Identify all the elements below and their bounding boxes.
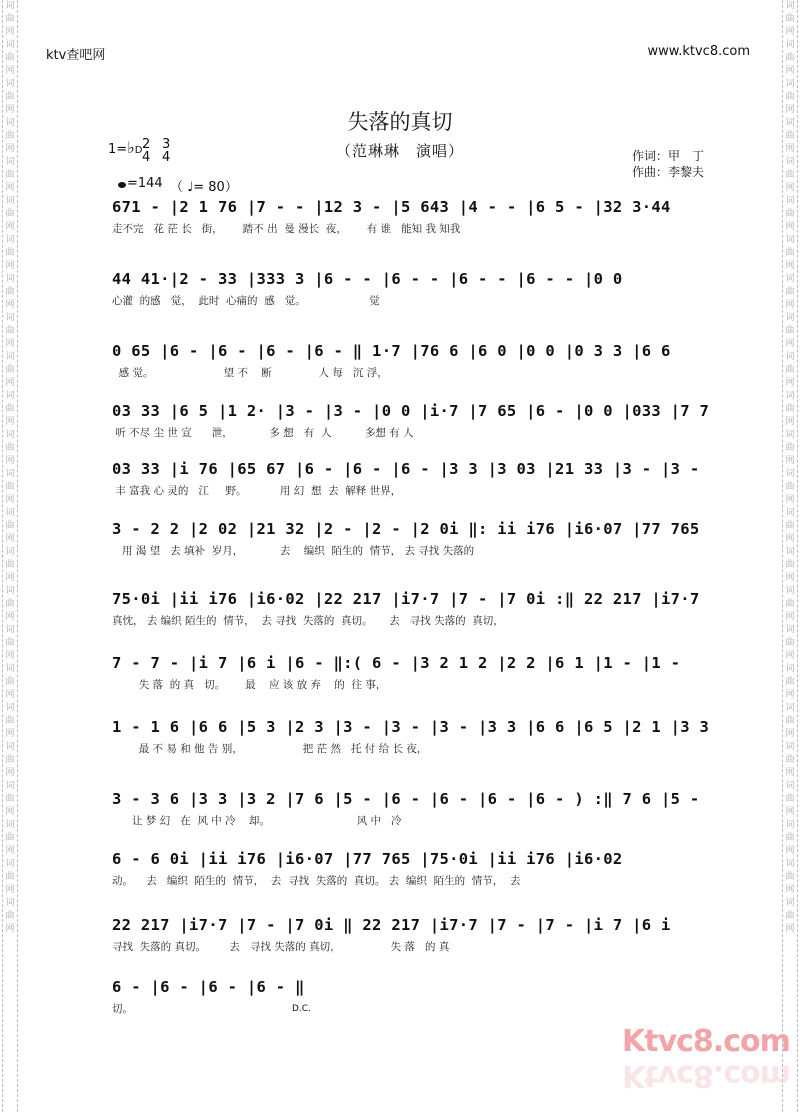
lyrics-row-9: 最 不 易 和 他 告 别， 把 茫 然 托 付 给 长 夜， bbox=[112, 743, 428, 755]
lyrics-row-2: 心灌 的感 觉， 此时 心痛的 感 觉。 觉 bbox=[112, 295, 380, 307]
notes-row-2: 44 41·|2 - 33 |333 3 |6 - - |6 - - |6 - - |6 - - |0 0 bbox=[112, 270, 623, 288]
key-label: 1= bbox=[108, 142, 128, 157]
left-watermark-strip bbox=[2, 0, 18, 1112]
time-signature-2 bbox=[162, 138, 170, 164]
time-2-den: 4 bbox=[162, 150, 171, 165]
site-url[interactable]: www.ktvc8.com bbox=[647, 44, 750, 59]
notes-row-13: 6 - |6 - |6 - |6 - ‖ bbox=[112, 978, 305, 996]
notes-row-11: 6 - 6 0i |ii i76 |i6·07 |77 765 |75·0i |ii i76 |i6·02 bbox=[112, 850, 623, 868]
notes-row-9: 1 - 1 6 |6 6 |5 3 |2 3 |3 - |3 - |3 - |3 3 |6 6 |6 5 |2 1 |3 3 bbox=[112, 718, 710, 736]
time-1-den: 4 bbox=[142, 150, 151, 165]
lyrics-row-12: 寻找 失落的 真切。 去 寻找 失落的 真切， 失 落 的 真 bbox=[112, 941, 450, 953]
time-signature-1 bbox=[142, 138, 150, 164]
quarter-note-icon bbox=[118, 182, 126, 188]
score-row-13 bbox=[112, 976, 724, 1016]
time-2-num: 3 bbox=[162, 137, 171, 152]
lyricist: 作词：甲 丁 bbox=[632, 149, 705, 163]
score-row-9 bbox=[112, 716, 724, 756]
score-row-12 bbox=[112, 914, 724, 954]
lyrics-row-13: 切。 bbox=[112, 1003, 133, 1015]
lyrics-row-3: 感 觉。 望 不 断 人 每 沉 浮， bbox=[112, 367, 388, 379]
ktvc8-logo: Ktvc8.com bbox=[622, 1024, 790, 1059]
tempo-value: =144 bbox=[127, 176, 163, 191]
lyrics-row-10: 让 梦 幻 在 风 中 冷 却。 风 中 冷 bbox=[112, 815, 402, 827]
notes-row-7: 75·0i |ii i76 |i6·02 |22 217 |i7·7 |7 - |7 0i :‖ 22 217 |i7·7 bbox=[112, 590, 700, 608]
flat-icon: ♭ bbox=[127, 138, 135, 157]
song-title: 失落的真切 bbox=[347, 110, 453, 134]
lyrics-row-11: 动。 去 编织 陌生的 情节， 去 寻找 失落的 真切。 去 编织 陌生的 情节， 去 bbox=[112, 875, 521, 887]
score-row-7 bbox=[112, 588, 724, 628]
time-1-num: 2 bbox=[142, 137, 151, 152]
right-watermark-text: 词曲网词曲网词曲网词曲网词曲网词曲网词曲网词曲网词曲网词曲网词曲网词曲网词曲网词曲网词曲网词曲网词曲网词曲网词曲网词曲网词曲网词曲网词曲网词曲网 bbox=[785, 1, 795, 934]
score-row-10 bbox=[112, 788, 724, 828]
site-name: ktv查吧网 bbox=[46, 48, 106, 63]
lyrics-row-7: 真忱， 去 编织 陌生的 情节， 去 寻找 失落的 真切。 去 寻找 失落的 真切， bbox=[112, 615, 504, 627]
credits bbox=[632, 148, 704, 180]
composer: 作曲：李黎夫 bbox=[632, 165, 705, 179]
notes-row-6: 3 - 2 2 |2 02 |21 32 |2 - |2 - |2 0i ‖: ii i76 |i6·07 |77 765 bbox=[112, 520, 700, 538]
da-capo: D.C. bbox=[292, 1004, 311, 1014]
notes-row-8: 7 - 7 - |i 7 |6 i |6 - ‖:( 6 - |3 2 1 2 |2 2 |6 1 |1 - |1 - bbox=[112, 654, 681, 672]
ktvc8-logo-reflection: Ktvc8.com bbox=[622, 1058, 790, 1093]
notes-row-5: 03 33 |i 76 |65 67 |6 - |6 - |6 - |3 3 |3 03 |21 33 |3 - |3 - bbox=[112, 460, 700, 478]
score-row-6 bbox=[112, 518, 724, 558]
lyrics-row-5: 丰 富我 心 灵的 江 野。 用 幻 想 去 解释 世界， bbox=[112, 485, 402, 497]
lyrics-row-1: 走不完 花 茫 长 街， 踏不 出 曼 漫长 夜， 有 谁 能知 我 知我 bbox=[112, 223, 461, 235]
tempo-alt: （ ♩= 80） bbox=[170, 180, 238, 195]
score-row-4 bbox=[112, 400, 724, 440]
right-watermark-strip bbox=[782, 0, 798, 1112]
score-row-3 bbox=[112, 340, 724, 380]
notes-row-3: 0 65 |6 - |6 - |6 - |6 - ‖ 1·7 |76 6 |6 0 |0 0 |0 3 3 |6 6 bbox=[112, 342, 671, 360]
lyrics-row-4: 听 不尽 尘 世 宣 泄， 多 想 有 人 多想 有 人 bbox=[112, 427, 414, 439]
lyrics-row-6: 用 渴 望 去 填补 岁月， 去 编织 陌生的 情节， 去 寻找 失落的 bbox=[112, 545, 475, 557]
notes-row-4: 03 33 |6 5 |1 2· |3 - |3 - |0 0 |i·7 |7 65 |6 - |0 0 |033 |7 7 bbox=[112, 402, 710, 420]
score-row-8 bbox=[112, 652, 724, 692]
notes-row-1: 671 - |2 1 76 |7 - - |12 3 - |5 643 |4 - - |6 5 - |32 3·44 bbox=[112, 198, 671, 216]
notes-row-12: 22 217 |i7·7 |7 - |7 0i ‖ 22 217 |i7·7 |7 - |7 - |i 7 |6 i bbox=[112, 916, 671, 934]
score-row-5 bbox=[112, 458, 724, 498]
score-row-2 bbox=[112, 268, 724, 308]
key-note: D bbox=[134, 145, 143, 156]
notes-row-10: 3 - 3 6 |3 3 |3 2 |7 6 |5 - |6 - |6 - |6 - |6 - ) :‖ 7 6 |5 - bbox=[112, 790, 700, 808]
score-row-11 bbox=[112, 848, 724, 888]
score-row-1 bbox=[112, 196, 724, 236]
tempo bbox=[118, 176, 163, 191]
singer: （范琳琳 演唱） bbox=[335, 142, 464, 160]
lyrics-row-8: 失 落 的 真 切。 最 应 该 放 弃 的 往 事， bbox=[112, 679, 387, 691]
left-watermark-text: 词曲网词曲网词曲网词曲网词曲网词曲网词曲网词曲网词曲网词曲网词曲网词曲网词曲网词曲网词曲网词曲网词曲网词曲网词曲网词曲网词曲网词曲网词曲网词曲网 bbox=[5, 1, 15, 934]
key-signature bbox=[108, 138, 142, 157]
